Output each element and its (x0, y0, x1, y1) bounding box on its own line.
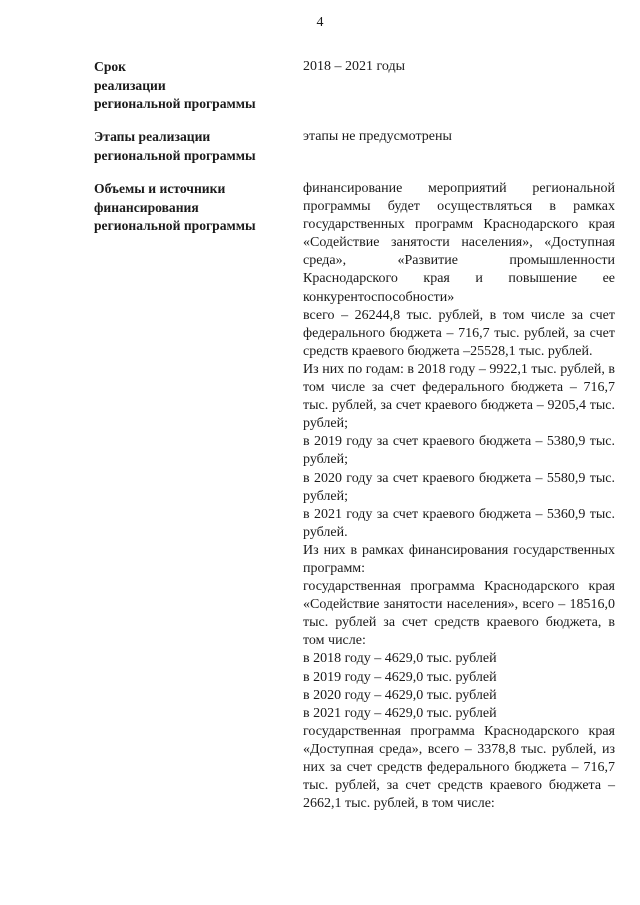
funding-total: всего – 26244,8 тыс. рублей, в том числе за счет федерального бюджета – 716,7 тыс. рублей, за счет средств краевого бюджета –25528,1 тыс. рублей. (303, 307, 615, 359)
funding-2021: в 2021 году за счет краевого бюджета – 5360,9 тыс. рублей. (303, 506, 615, 540)
program-employment-2018: в 2018 году – 4629,0 тыс. рублей (303, 651, 497, 667)
program-employment-2021: в 2021 году – 4629,0 тыс. рублей (303, 705, 497, 721)
funding-intro: финансирование мероприятий региональной программы будет осуществляться в рамках государственных программ Краснодарского края «Содействие занятости населения», «Доступная среда», «Развитие промышленности Краснодарского края и повышение ее конкурентоспособности» (303, 181, 615, 305)
value-paragraph: 2018 – 2021 годы (303, 59, 406, 74)
row-value (303, 58, 615, 76)
program-accessible-environment: государственная программа Краснодарского края «Доступная среда», всего – 3378,8 тыс. рублей, из них за счет средств федерального бюджета – 716,7 тыс. рублей, за счет средств краевого бюджета – 2662,1 тыс. рублей, в том числе: (303, 723, 615, 812)
program-employment: государственная программа Краснодарского края «Содействие занятости населения», всего – 18516,0 тыс. рублей за счет средств краевого бюджета, в том числе: (303, 579, 615, 649)
row-label: Этапы реализации региональной программы (94, 129, 256, 163)
program-employment-2019: в 2019 году – 4629,0 тыс. рублей (303, 669, 497, 685)
row-value (303, 128, 615, 146)
funding-by-year: Из них по годам: в 2018 году – 9922,1 тыс. рублей, в том числе за счет федерального бюджета – 716,7 тыс. рублей, за счет краевого бюджета – 9205,4 тыс. рублей; (303, 361, 615, 432)
funding-2020: в 2020 году за счет краевого бюджета – 5580,9 тыс. рублей; (303, 470, 615, 504)
row-value (303, 180, 615, 813)
value-paragraph: этапы не предусмотрены (303, 129, 452, 144)
funding-state-programs: Из них в рамках финансирования государственных программ: (303, 542, 615, 576)
row-label: Объемы и источники финансирования региональной программы (94, 181, 256, 234)
funding-2019: в 2019 году за счет краевого бюджета – 5380,9 тыс. рублей; (303, 434, 615, 468)
page-number: 4 (316, 15, 324, 30)
row-label: Срок реализации региональной программы (94, 59, 256, 112)
program-employment-2020: в 2020 году – 4629,0 тыс. рублей (303, 687, 497, 703)
